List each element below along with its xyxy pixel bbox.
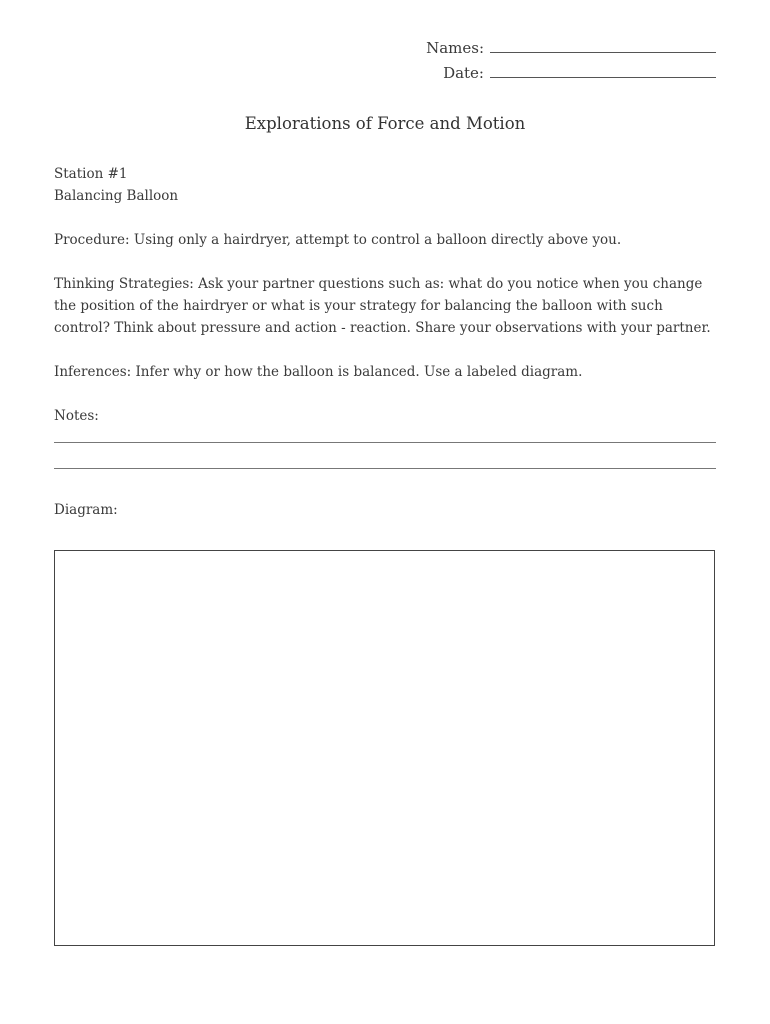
names-row [426,36,716,61]
date-label: Date: [443,64,484,82]
notes-label: Notes: [54,408,99,424]
date-field[interactable] [490,63,716,78]
header-fields [426,36,716,86]
station-number: Station #1 [54,166,128,182]
diagram-label: Diagram: [54,502,118,518]
inferences-text: Inferences: Infer why or how the balloon is balanced. Use a labeled diagram. [54,364,583,380]
notes-line-1[interactable] [54,426,716,443]
names-label: Names: [426,39,484,57]
diagram-box[interactable] [54,550,715,946]
worksheet-body [54,163,718,521]
page-title: Explorations of Force and Motion [244,114,526,133]
notes-line-2[interactable] [54,442,716,469]
station-name: Balancing Balloon [54,188,179,204]
date-row [426,61,716,86]
names-field[interactable] [490,38,716,53]
thinking-strategies-text: Thinking Strategies: Ask your partner questions such as: what do you notice when you change the position of the hairdryer or what is your strategy for balancing the balloon with such control? Think about pressure and action - reaction. Share your observations with your partner. [54,276,711,336]
procedure-text: Procedure: Using only a hairdryer, attempt to control a balloon directly above you. [54,232,622,248]
